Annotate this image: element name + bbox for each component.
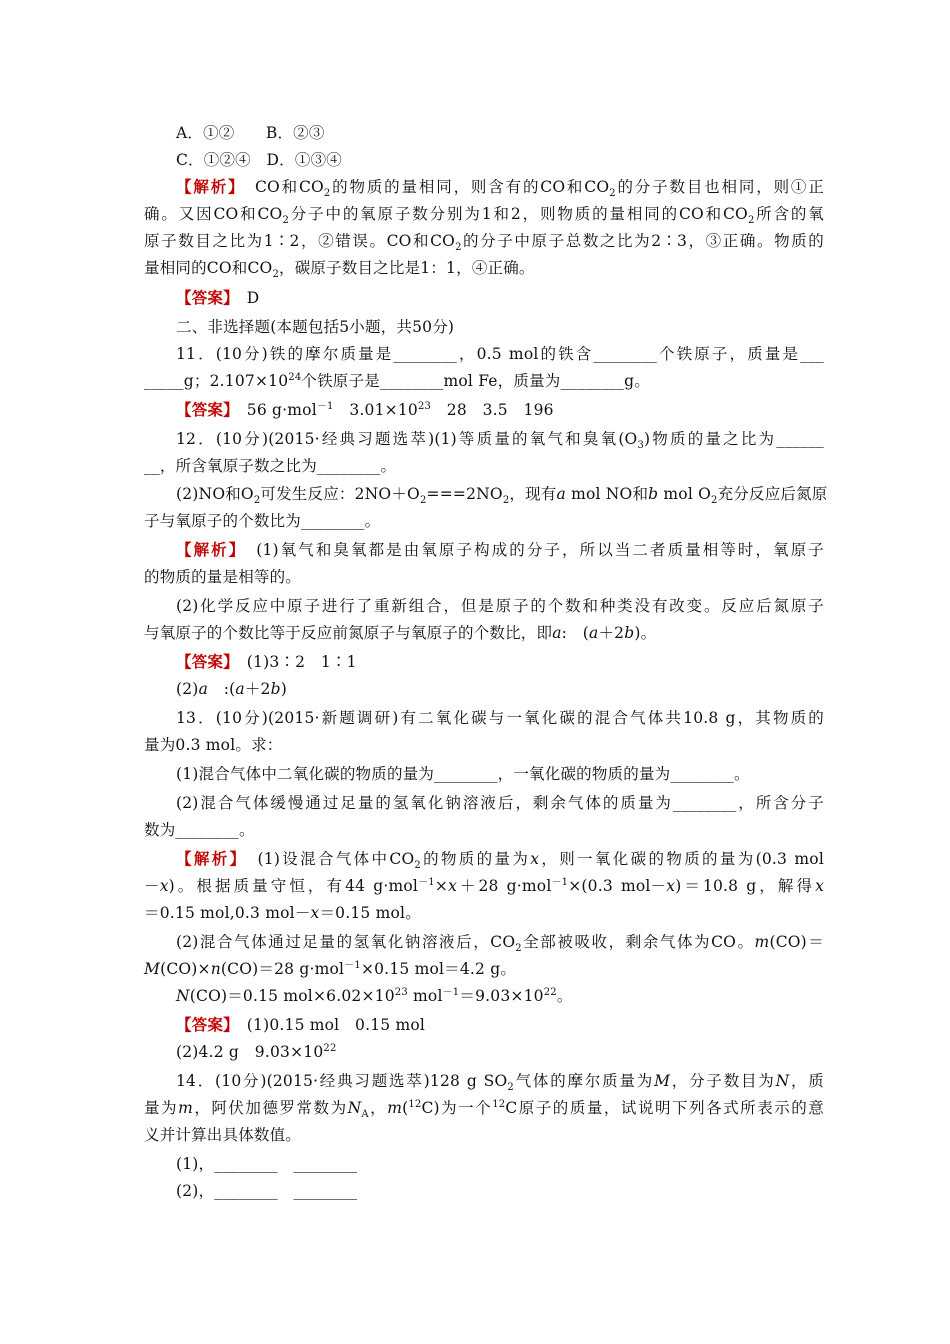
text-fragment: 可发生反应：2NO＋O bbox=[260, 485, 420, 503]
text-fragment: 2 bbox=[414, 860, 421, 872]
text-line-l21 bbox=[176, 676, 824, 702]
text-line-l29 bbox=[144, 900, 824, 926]
section-tag: 【答案】 bbox=[176, 1015, 232, 1034]
text-fragment: (2)NO和O bbox=[176, 485, 254, 503]
text-fragment: 2 bbox=[282, 215, 290, 227]
text-fragment: ＝0.15 mol,0.3 mol－ bbox=[144, 904, 311, 922]
text-fragment: N bbox=[176, 987, 190, 1005]
text-line-l28 bbox=[144, 873, 824, 899]
text-fragment: (1)，________ ________ bbox=[176, 1155, 358, 1173]
text-fragment: (1)0.15 mol 0.15 mol bbox=[231, 1016, 426, 1034]
text-fragment: －1 bbox=[344, 959, 361, 971]
text-fragment: 12．(10分)(2015·经典习题选萃)(1)等质量的氧气和臭氧(O bbox=[176, 430, 638, 448]
text-fragment: 56 g·mol bbox=[231, 401, 317, 419]
text-line-l05 bbox=[144, 228, 824, 254]
text-fragment: 与氧原子的个数比等于反应前氮原子与氧原子的个数比，即 bbox=[144, 624, 553, 642]
text-fragment: n bbox=[210, 960, 221, 978]
text-fragment: 28 3.5 196 bbox=[431, 401, 554, 419]
text-line-l30 bbox=[176, 929, 824, 955]
text-line-l13 bbox=[144, 453, 824, 479]
text-line-l35 bbox=[176, 1068, 824, 1094]
text-fragment: 12 bbox=[408, 1098, 422, 1110]
text-fragment: 的物质的量相同，则含有的CO和CO bbox=[330, 178, 610, 196]
text-fragment: 2 bbox=[609, 188, 616, 200]
text-fragment: (2)，________ ________ bbox=[176, 1182, 358, 1200]
text-fragment: m bbox=[178, 1099, 193, 1117]
text-fragment: ，则一氧化碳的物质的量为(0.3 mol bbox=[539, 850, 824, 868]
text-fragment: ，现有 bbox=[509, 485, 557, 503]
text-fragment: x bbox=[815, 877, 825, 895]
text-fragment: b bbox=[624, 624, 635, 642]
text-fragment: －1 bbox=[442, 986, 460, 998]
text-fragment: (CO)＝ bbox=[769, 933, 824, 951]
text-fragment: 量为0.3 mol。求： bbox=[144, 736, 283, 754]
text-line-l37 bbox=[144, 1122, 824, 1148]
text-fragment: a bbox=[589, 624, 599, 642]
text-fragment: (CO)＝0.15 mol×6.02×10 bbox=[189, 987, 395, 1005]
text-fragment: 的物质的量为 bbox=[420, 850, 531, 868]
text-line-l18 bbox=[176, 593, 824, 619]
text-line-l11 bbox=[176, 397, 824, 423]
text-fragment: 。 bbox=[556, 987, 573, 1005]
text-fragment: ===2NO bbox=[426, 485, 503, 503]
text-fragment: M bbox=[654, 1072, 671, 1090]
text-line-l09 bbox=[176, 341, 824, 367]
text-line-l32 bbox=[176, 983, 824, 1009]
text-fragment: 23 bbox=[417, 400, 432, 412]
section-tag: 【解析】 bbox=[176, 177, 238, 196]
text-fragment: m bbox=[387, 1099, 403, 1117]
text-fragment: 2 bbox=[419, 495, 427, 507]
text-fragment: )＝10.8 g，解得 bbox=[675, 877, 816, 895]
text-fragment: ＋2 bbox=[598, 624, 625, 642]
text-fragment: ＋2 bbox=[244, 680, 271, 698]
text-fragment: :( bbox=[208, 680, 236, 698]
text-line-l03 bbox=[176, 174, 824, 200]
text-line-l33 bbox=[176, 1012, 824, 1038]
text-line-l10 bbox=[144, 368, 824, 394]
text-fragment: 所含的氧 bbox=[754, 205, 824, 223]
text-fragment: 23 bbox=[394, 986, 408, 998]
text-fragment: (1)设混合气体中CO bbox=[239, 850, 415, 868]
text-fragment: 2 bbox=[455, 242, 462, 254]
text-line-l16 bbox=[176, 537, 824, 563]
text-fragment: M bbox=[144, 960, 161, 978]
text-fragment: mol O bbox=[658, 485, 712, 503]
text-fragment: ， bbox=[368, 1099, 388, 1117]
text-line-l06 bbox=[144, 255, 824, 281]
text-fragment: －1 bbox=[418, 876, 435, 888]
text-line-l22 bbox=[176, 705, 824, 731]
text-fragment: C)为一个 bbox=[421, 1099, 493, 1117]
text-fragment: b bbox=[270, 680, 281, 698]
text-fragment: 确。又因CO和CO bbox=[144, 205, 283, 223]
text-fragment: ＝9.03×10 bbox=[459, 987, 544, 1005]
text-fragment: (2)4.2 g 9.03×10 bbox=[176, 1043, 324, 1061]
text-fragment: : ( bbox=[561, 624, 590, 642]
text-fragment: mol NO和 bbox=[565, 485, 649, 503]
text-fragment: A bbox=[361, 1109, 369, 1121]
text-fragment: D bbox=[231, 289, 260, 307]
text-fragment: 子与氧原子的个数比为________。 bbox=[144, 512, 381, 530]
text-fragment: x bbox=[666, 877, 676, 895]
text-line-l27 bbox=[176, 846, 824, 872]
text-fragment: 气体的摩尔质量为 bbox=[513, 1072, 655, 1090]
text-fragment: 3.01×10 bbox=[333, 401, 418, 419]
text-fragment: x bbox=[310, 904, 320, 922]
text-fragment: 2 bbox=[323, 188, 331, 200]
text-fragment: × bbox=[434, 877, 449, 895]
text-fragment: 2 bbox=[502, 495, 510, 507]
text-fragment: 义并计算出具体数值。 bbox=[144, 1126, 302, 1144]
text-line-l14 bbox=[176, 481, 828, 507]
text-line-l07 bbox=[176, 285, 824, 311]
text-fragment: 充分反应后氮原 bbox=[717, 485, 828, 503]
text-fragment: 数为________。 bbox=[144, 821, 255, 839]
text-line-l04 bbox=[144, 201, 824, 227]
text-fragment: 14．(10分)(2015·经典习题选萃)128 g SO bbox=[176, 1072, 508, 1090]
text-fragment: 量为 bbox=[144, 1099, 179, 1117]
text-fragment: 的物质的量是相等的。 bbox=[144, 568, 302, 586]
text-fragment: (2)混合气体通过足量的氢氧化钠溶液后，CO bbox=[176, 933, 516, 951]
text-fragment: 个铁原子是________mol Fe，质量为________g。 bbox=[301, 372, 650, 390]
text-fragment: 11．(10分)铁的摩尔质量是________，0.5 mol的铁含________个铁原子，质量是___ bbox=[176, 345, 824, 363]
text-fragment: ×0.15 mol＝4.2 g。 bbox=[360, 960, 517, 978]
text-fragment: 的分子中原子总数之比为2∶3，③正确。物质的 bbox=[461, 232, 825, 250]
text-line-l17 bbox=[144, 564, 824, 590]
section-tag: 【答案】 bbox=[176, 652, 232, 671]
text-fragment: b bbox=[648, 485, 659, 503]
text-line-l39 bbox=[176, 1178, 824, 1204]
text-fragment: ＋28 g·mol bbox=[457, 877, 552, 895]
text-fragment: 24 bbox=[288, 371, 302, 383]
text-fragment: 22 bbox=[323, 1042, 337, 1054]
text-fragment: 2 bbox=[253, 495, 261, 507]
text-fragment: )。 bbox=[634, 624, 657, 642]
text-fragment: (1)3∶2 1∶1 bbox=[231, 653, 357, 671]
text-line-l15 bbox=[144, 508, 824, 534]
text-fragment: x bbox=[159, 877, 169, 895]
text-fragment: 分子中的氧原子数分别为1和2，则物质的量相同的CO和CO bbox=[289, 205, 748, 223]
text-line-l23 bbox=[144, 732, 824, 758]
text-fragment: ，质 bbox=[789, 1072, 825, 1090]
text-line-l08 bbox=[176, 314, 824, 340]
text-line-l24 bbox=[176, 761, 824, 787]
text-fragment: ＝0.15 mol。 bbox=[319, 904, 421, 922]
text-fragment: x bbox=[448, 877, 458, 895]
text-fragment: 12 bbox=[492, 1098, 506, 1110]
text-fragment: ，碳原子数目之比是1：1，④正确。 bbox=[279, 259, 535, 277]
text-fragment: 原子数目之比为1∶2，②错误。CO和CO bbox=[144, 232, 456, 250]
text-line-l26 bbox=[144, 817, 824, 843]
text-fragment: (2)化学反应中原子进行了重新组合，但是原子的个数和种类没有改变。反应后氮原子 bbox=[176, 597, 824, 615]
text-fragment: )。根据质量守恒，有44 g·mol bbox=[168, 877, 419, 895]
text-line-l34 bbox=[176, 1039, 824, 1065]
text-fragment: m bbox=[754, 933, 770, 951]
text-fragment: 3 bbox=[637, 440, 645, 452]
text-fragment: C原子的质量，试说明下列各式所表示的意 bbox=[505, 1099, 824, 1117]
text-fragment: 2 bbox=[711, 495, 718, 507]
text-line-l12 bbox=[176, 426, 824, 452]
text-fragment: a bbox=[198, 680, 209, 698]
text-line-l02 bbox=[176, 147, 824, 173]
text-fragment: 2 bbox=[747, 215, 755, 227]
text-fragment: (1)混合气体中二氧化碳的物质的量为________，一氧化碳的物质的量为________。 bbox=[176, 765, 750, 783]
text-fragment: － bbox=[144, 877, 160, 895]
text-fragment: 22 bbox=[543, 986, 557, 998]
text-fragment: (2)混合气体缓慢通过足量的氢氧化钠溶液后，剩余气体的质量为________，所含分子 bbox=[176, 794, 824, 812]
text-fragment: CO和CO bbox=[237, 178, 324, 196]
text-line-l25 bbox=[176, 790, 824, 816]
text-fragment: 的分子数目也相同，则①正 bbox=[615, 178, 824, 196]
text-fragment: N bbox=[347, 1099, 362, 1117]
text-fragment: __，所含氧原子数之比为________。 bbox=[144, 457, 397, 475]
text-fragment: 二、非选择题(本题包括5小题，共50分) bbox=[176, 318, 455, 336]
text-fragment: a bbox=[556, 485, 566, 503]
text-fragment: C．①②④ D．①③④ bbox=[176, 151, 342, 169]
text-fragment: 13．(10分)(2015·新题调研)有二氧化碳与一氧化碳的混合气体共10.8 g，其物质的 bbox=[176, 709, 824, 727]
text-line-l20 bbox=[176, 649, 824, 675]
text-fragment: 全部被吸收，剩余气体为CO。 bbox=[521, 933, 755, 951]
text-fragment: x bbox=[530, 850, 540, 868]
text-fragment: N bbox=[775, 1072, 790, 1090]
section-tag: 【答案】 bbox=[176, 400, 232, 419]
text-fragment: _____g；2.107×10 bbox=[144, 372, 289, 390]
text-fragment: (2) bbox=[176, 680, 199, 698]
text-fragment: )物质的量之比为______ bbox=[644, 430, 824, 448]
text-fragment: －1 bbox=[551, 876, 569, 888]
text-fragment: 2 bbox=[507, 1082, 514, 1094]
text-fragment: (CO)× bbox=[160, 960, 211, 978]
text-fragment: 量相同的CO和CO bbox=[144, 259, 273, 277]
text-line-l36 bbox=[144, 1095, 824, 1121]
text-fragment: ，阿伏加德罗常数为 bbox=[192, 1099, 348, 1117]
text-fragment: ，分子数目为 bbox=[670, 1072, 776, 1090]
text-fragment: 2 bbox=[272, 269, 279, 281]
text-fragment: (CO)＝28 g·mol bbox=[220, 960, 345, 978]
text-fragment: －1 bbox=[316, 400, 334, 412]
text-line-l19 bbox=[144, 620, 824, 646]
section-tag: 【解析】 bbox=[176, 849, 240, 868]
text-fragment: ) bbox=[280, 680, 287, 698]
text-line-l01 bbox=[176, 120, 824, 146]
section-tag: 【答案】 bbox=[176, 288, 232, 307]
text-line-l38 bbox=[176, 1151, 824, 1177]
text-fragment: A．①② B．②③ bbox=[176, 124, 325, 142]
text-fragment: mol bbox=[407, 987, 443, 1005]
text-fragment: ( bbox=[402, 1099, 409, 1117]
text-line-l31 bbox=[144, 956, 824, 982]
section-tag: 【解析】 bbox=[176, 540, 239, 559]
text-fragment: a bbox=[552, 624, 562, 642]
text-fragment: a bbox=[235, 680, 245, 698]
text-fragment: 2 bbox=[515, 943, 522, 955]
text-fragment: ×(0.3 mol－ bbox=[568, 877, 667, 895]
text-fragment: (1)氧气和臭氧都是由氧原子构成的分子，所以当二者质量相等时，氧原子 bbox=[238, 541, 824, 559]
